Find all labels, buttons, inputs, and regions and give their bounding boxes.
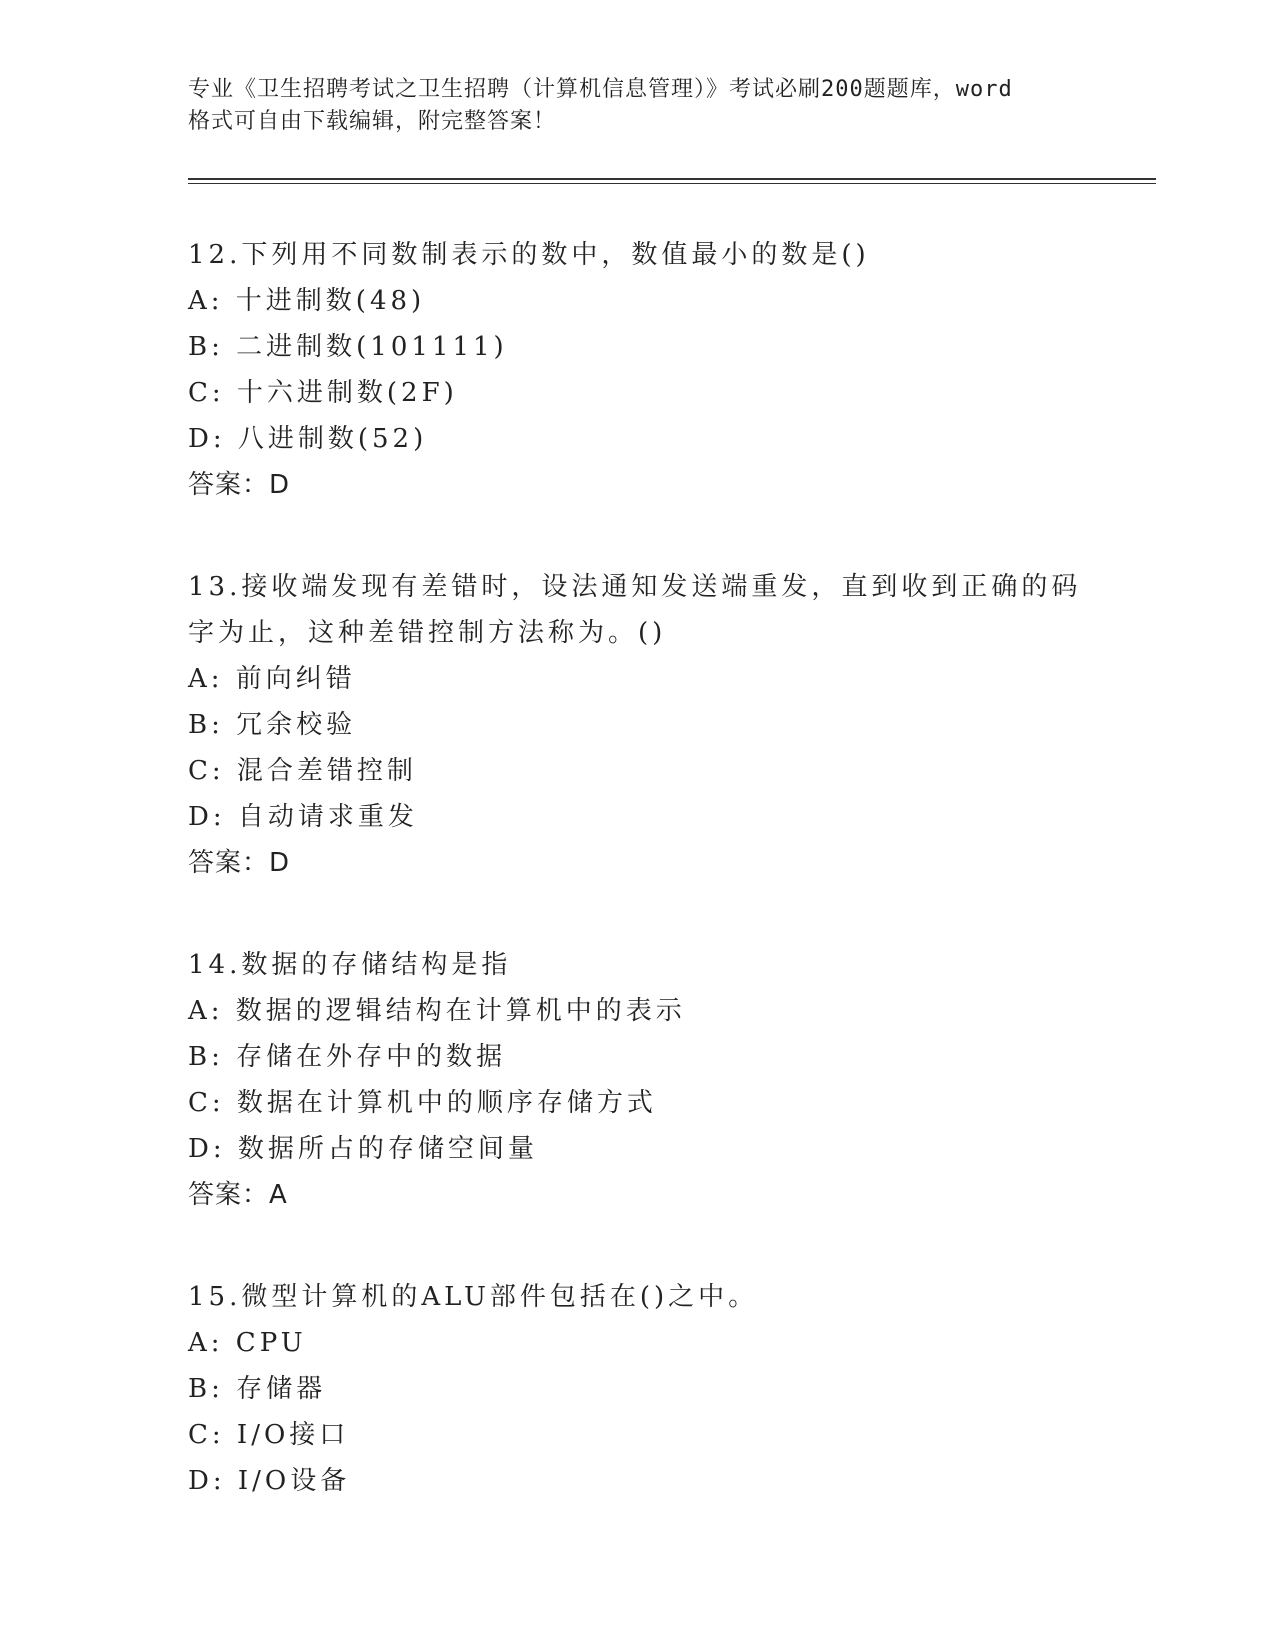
option-d: D: 数据所占的存储空间量 xyxy=(188,1134,538,1164)
option-c: C: 数据在计算机中的顺序存储方式 xyxy=(188,1088,657,1118)
option-b: B: 存储器 xyxy=(188,1374,327,1404)
option-d: D: I/O设备 xyxy=(188,1466,351,1496)
question-stem: 15.微型计算机的ALU部件包括在()之中。 xyxy=(188,1282,759,1312)
answer: 答案：A xyxy=(188,1180,288,1210)
option-c: C: 混合差错控制 xyxy=(188,756,417,786)
option-a: A: 数据的逻辑结构在计算机中的表示 xyxy=(188,996,686,1026)
question-stem: 13.接收端发现有差错时，设法通知发送端重发，直到收到正确的码字为止，这种差错控制方法称为。() xyxy=(188,572,1082,648)
question-stem: 12.下列用不同数制表示的数中，数值最小的数是() xyxy=(188,240,870,270)
header-line-2: 格式可自由下载编辑，附完整答案！ xyxy=(188,109,557,134)
answer: 答案：D xyxy=(188,470,291,500)
option-b: B: 存储在外存中的数据 xyxy=(188,1042,507,1072)
question-15 xyxy=(188,1274,1148,1504)
question-14 xyxy=(188,942,1148,1218)
question-13 xyxy=(188,564,1148,886)
option-b: B: 二进制数(101111) xyxy=(188,332,508,362)
answer: 答案：D xyxy=(188,848,291,878)
option-b: B: 冗余校验 xyxy=(188,710,357,740)
document-header xyxy=(188,74,1088,138)
option-d: D: 八进制数(52) xyxy=(188,424,428,454)
question-12 xyxy=(188,232,1148,508)
option-a: A: 十进制数(48) xyxy=(188,286,426,316)
option-a: A: CPU xyxy=(188,1328,307,1358)
header-divider xyxy=(188,178,1156,184)
question-stem: 14.数据的存储结构是指 xyxy=(188,950,512,980)
option-c: C: I/O接口 xyxy=(188,1420,350,1450)
option-c: C: 十六进制数(2F) xyxy=(188,378,458,408)
option-d: D: 自动请求重发 xyxy=(188,802,418,832)
question-list xyxy=(188,232,1148,1560)
header-line-1: 专业《卫生招聘考试之卫生招聘（计算机信息管理）》考试必刷200题题库，word xyxy=(188,77,1013,102)
option-a: A: 前向纠错 xyxy=(188,664,356,694)
